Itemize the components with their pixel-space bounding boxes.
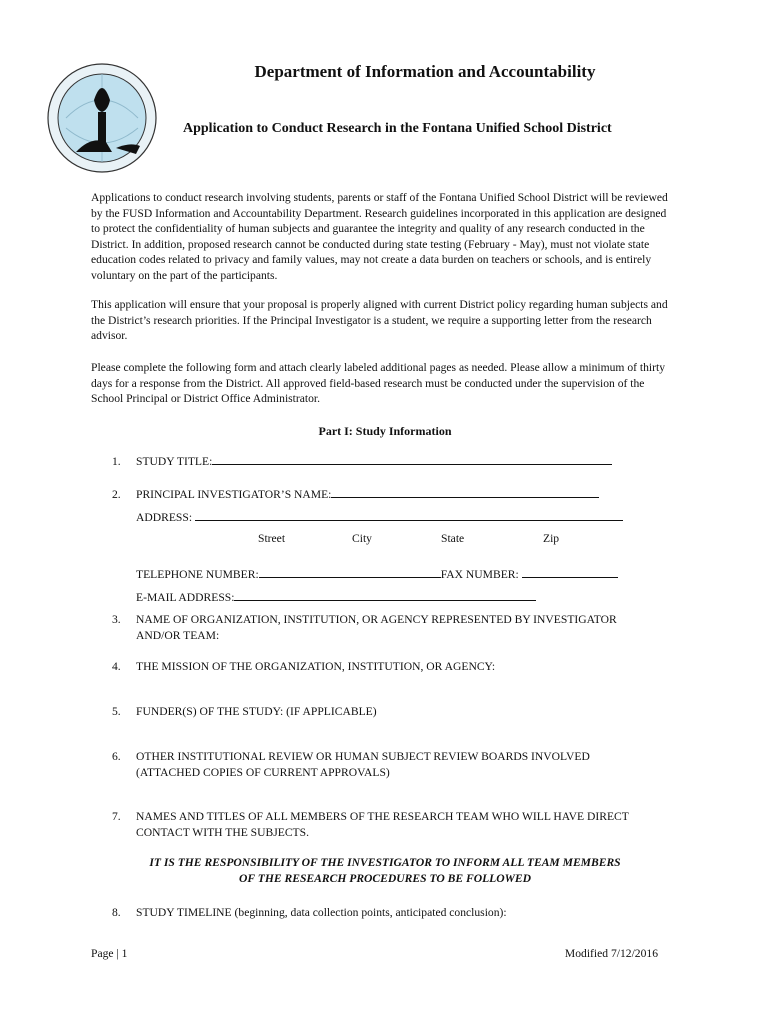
address-zip-label: Zip bbox=[543, 532, 560, 545]
fax-field[interactable] bbox=[522, 567, 618, 578]
item-number: 6. bbox=[112, 750, 121, 763]
intro-paragraph-2: This application will ensure that your proposal is properly aligned with current District policy regarding human subjects and the District’s research priorities. If the Principal Investigator is a student, we require a supporting letter from the research advisor. bbox=[91, 298, 668, 342]
fax-label: FAX NUMBER: bbox=[440, 568, 519, 581]
page-number: Page | 1 bbox=[91, 947, 128, 960]
page-title: Department of Information and Accountability bbox=[254, 62, 596, 81]
study-title-field[interactable] bbox=[212, 454, 612, 465]
notice-line-2: OF THE RESEARCH PROCEDURES TO BE FOLLOWED bbox=[238, 872, 532, 885]
item-number: 7. bbox=[112, 810, 121, 823]
email-label: E-MAIL ADDRESS: bbox=[136, 591, 235, 604]
intro-paragraph-1: Applications to conduct research involving students, parents or staff of the Fontana Unified School District will be reviewed by the FUSD Information and Accountability Department. Research guidelines incorporated in this application are designed to protect the confidentiality of human subjects and guarantee the integrity and quality of any research conducted in the District. In addition, proposed research cannot be conducted during state testing (February - May), must not violate state education codes related to privacy and family values, may not create a data burden on teachers or schools, and is entirely voluntary on the part of the participants. bbox=[91, 191, 668, 282]
item-label: STUDY TIMELINE (beginning, data collection points, anticipated conclusion): bbox=[136, 906, 507, 919]
email-field[interactable] bbox=[234, 590, 536, 601]
item-number: 5. bbox=[112, 705, 121, 718]
pi-name-field[interactable] bbox=[331, 487, 599, 498]
address-city-label: City bbox=[352, 532, 372, 545]
telephone-field[interactable] bbox=[259, 567, 441, 578]
item-label: THE MISSION OF THE ORGANIZATION, INSTITUTION, OR AGENCY: bbox=[136, 660, 496, 673]
modified-date: Modified 7/12/2016 bbox=[564, 947, 658, 960]
item-label: FUNDER(S) OF THE STUDY: (IF APPLICABLE) bbox=[136, 705, 377, 718]
responsibility-notice bbox=[0, 855, 770, 887]
item-number: 3. bbox=[112, 613, 121, 626]
item-number: 2. bbox=[112, 488, 121, 501]
part1-heading: Part I: Study Information bbox=[318, 424, 452, 438]
item-label: NAMES AND TITLES OF ALL MEMBERS OF THE RESEARCH TEAM WHO WILL HAVE DIRECT CONTACT WITH THE SUBJECTS. bbox=[136, 810, 629, 839]
address-label: ADDRESS: bbox=[136, 511, 193, 524]
address-street-label: Street bbox=[258, 532, 286, 545]
item-label: NAME OF ORGANIZATION, INSTITUTION, OR AGENCY REPRESENTED BY INVESTIGATOR AND/OR TEAM: bbox=[136, 613, 617, 642]
item-label: PRINCIPAL INVESTIGATOR’S NAME: bbox=[136, 488, 332, 501]
address-state-label: State bbox=[441, 532, 465, 545]
telephone-label: TELEPHONE NUMBER: bbox=[136, 568, 259, 581]
intro-paragraph-3: Please complete the following form and attach clearly labeled additional pages as needed. Please allow a minimum of thirty days for a response from the District. All approved field-based research must be conducted under the supervision of the School Principal or District Office Administrator. bbox=[91, 361, 666, 405]
item-number: 8. bbox=[112, 906, 121, 919]
address-field[interactable] bbox=[195, 510, 623, 521]
item-label: STUDY TITLE: bbox=[136, 455, 213, 468]
item-number: 4. bbox=[112, 660, 121, 673]
notice-line-1: IT IS THE RESPONSIBILITY OF THE INVESTIGATOR TO INFORM ALL TEAM MEMBERS bbox=[149, 856, 621, 869]
page-subtitle: Application to Conduct Research in the Fontana Unified School District bbox=[183, 121, 612, 136]
item-number: 1. bbox=[112, 455, 121, 468]
item-label: OTHER INSTITUTIONAL REVIEW OR HUMAN SUBJECT REVIEW BOARDS INVOLVED (ATTACHED COPIES OF CURRENT APPROVALS) bbox=[136, 750, 590, 779]
